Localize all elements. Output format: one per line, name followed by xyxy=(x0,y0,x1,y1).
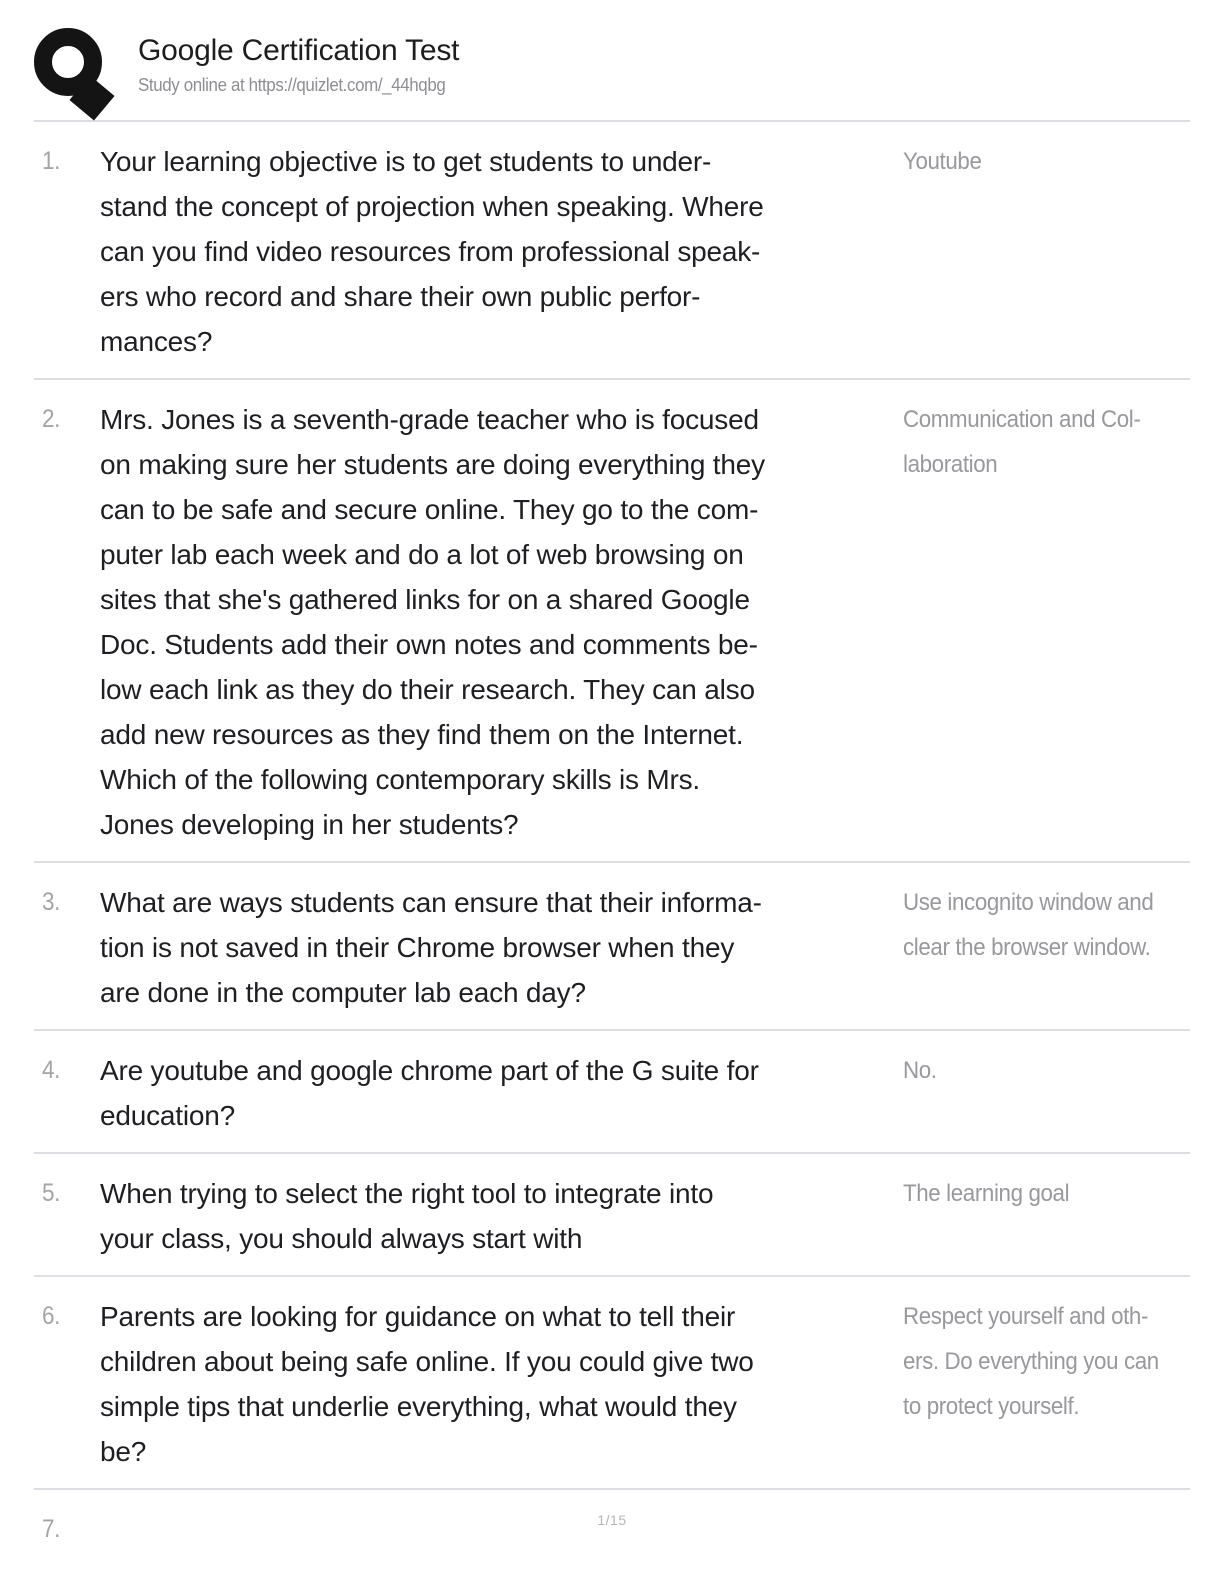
question-number: 6. xyxy=(42,1302,60,1330)
question-line: When trying to select the right tool to integrate into xyxy=(100,1178,714,1209)
question-line: What are ways students can ensure that their informa- xyxy=(100,887,762,918)
answer-text xyxy=(903,397,1170,847)
question-row xyxy=(34,380,1190,863)
question-line: simple tips that underlie everything, what would they xyxy=(100,1391,737,1422)
question-line: be? xyxy=(100,1436,147,1467)
answer-line: The learning goal xyxy=(903,1180,1070,1207)
question-number: 3. xyxy=(42,888,60,916)
question-number: 5. xyxy=(42,1179,60,1207)
question-row xyxy=(34,1154,1190,1277)
study-online-url: Study online at https://quizlet.com/_44hqbg xyxy=(138,75,446,95)
header-text xyxy=(138,28,465,96)
footer xyxy=(0,1512,1224,1528)
question-row xyxy=(34,863,1190,1031)
answer-line: laboration xyxy=(903,451,998,478)
answer-line: No. xyxy=(903,1057,937,1084)
question-text xyxy=(100,139,903,364)
answer-line: Use incognito window and xyxy=(903,889,1154,916)
question-row xyxy=(34,1031,1190,1154)
question-line: education? xyxy=(100,1100,236,1131)
question-number: 4. xyxy=(42,1056,60,1084)
question-line: can to be safe and secure online. They go to the com- xyxy=(100,494,759,525)
question-text xyxy=(100,1048,903,1138)
question-line: Doc. Students add their own notes and comments be- xyxy=(100,629,758,660)
question-list xyxy=(34,122,1190,1566)
question-line: Which of the following contemporary skills is Mrs. xyxy=(100,764,700,795)
answer-line: Respect yourself and oth- xyxy=(903,1303,1149,1330)
question-number: 2. xyxy=(42,405,60,433)
answer-text xyxy=(903,1294,1170,1474)
question-line: Parents are looking for guidance on what to tell their xyxy=(100,1301,736,1332)
quizlet-q-logo-icon xyxy=(34,28,114,112)
question-line: stand the concept of projection when speaking. Where xyxy=(100,191,764,222)
question-text xyxy=(100,1171,903,1261)
answer-text xyxy=(903,1171,1170,1261)
question-line: ers who record and share their own public perfor- xyxy=(100,281,701,312)
question-number: 7. xyxy=(42,1515,60,1543)
question-number: 1. xyxy=(42,147,60,175)
answer-line: to protect yourself. xyxy=(903,1393,1080,1420)
answer-line: ers. Do everything you can xyxy=(903,1348,1159,1375)
question-line: Jones developing in her students? xyxy=(100,809,519,840)
question-line: Are youtube and google chrome part of the G suite for xyxy=(100,1055,759,1086)
page-title: Google Certification Test xyxy=(138,34,460,67)
question-line: low each link as they do their research. They can also xyxy=(100,674,755,705)
answer-line: clear the browser window. xyxy=(903,934,1151,961)
question-text xyxy=(100,880,903,1015)
question-text xyxy=(100,1294,903,1474)
page-indicator: 1/15 xyxy=(597,1512,627,1528)
answer-line: Youtube xyxy=(903,148,982,175)
question-text xyxy=(100,397,903,847)
question-line: Mrs. Jones is a seventh-grade teacher who is focused xyxy=(100,404,759,435)
answer-text xyxy=(903,1048,1170,1138)
question-line: mances? xyxy=(100,326,213,357)
question-line: are done in the computer lab each day? xyxy=(100,977,586,1008)
question-line: on making sure her students are doing everything they xyxy=(100,449,765,480)
question-row xyxy=(34,1277,1190,1490)
question-line: sites that she's gathered links for on a shared Google xyxy=(100,584,750,615)
question-line: can you find video resources from professional speak- xyxy=(100,236,761,267)
question-line: Your learning objective is to get students to under- xyxy=(100,146,712,177)
question-row xyxy=(34,122,1190,380)
answer-text xyxy=(903,880,1170,1015)
question-line: add new resources as they find them on the Internet. xyxy=(100,719,744,750)
question-line: puter lab each week and do a lot of web browsing on xyxy=(100,539,744,570)
answer-text xyxy=(903,139,1170,364)
question-line: your class, you should always start with xyxy=(100,1223,583,1254)
question-line: children about being safe online. If you could give two xyxy=(100,1346,754,1377)
question-row xyxy=(34,1490,1190,1566)
header xyxy=(34,0,1190,122)
answer-line: Communication and Col- xyxy=(903,406,1141,433)
question-line: tion is not saved in their Chrome browser when they xyxy=(100,932,735,963)
